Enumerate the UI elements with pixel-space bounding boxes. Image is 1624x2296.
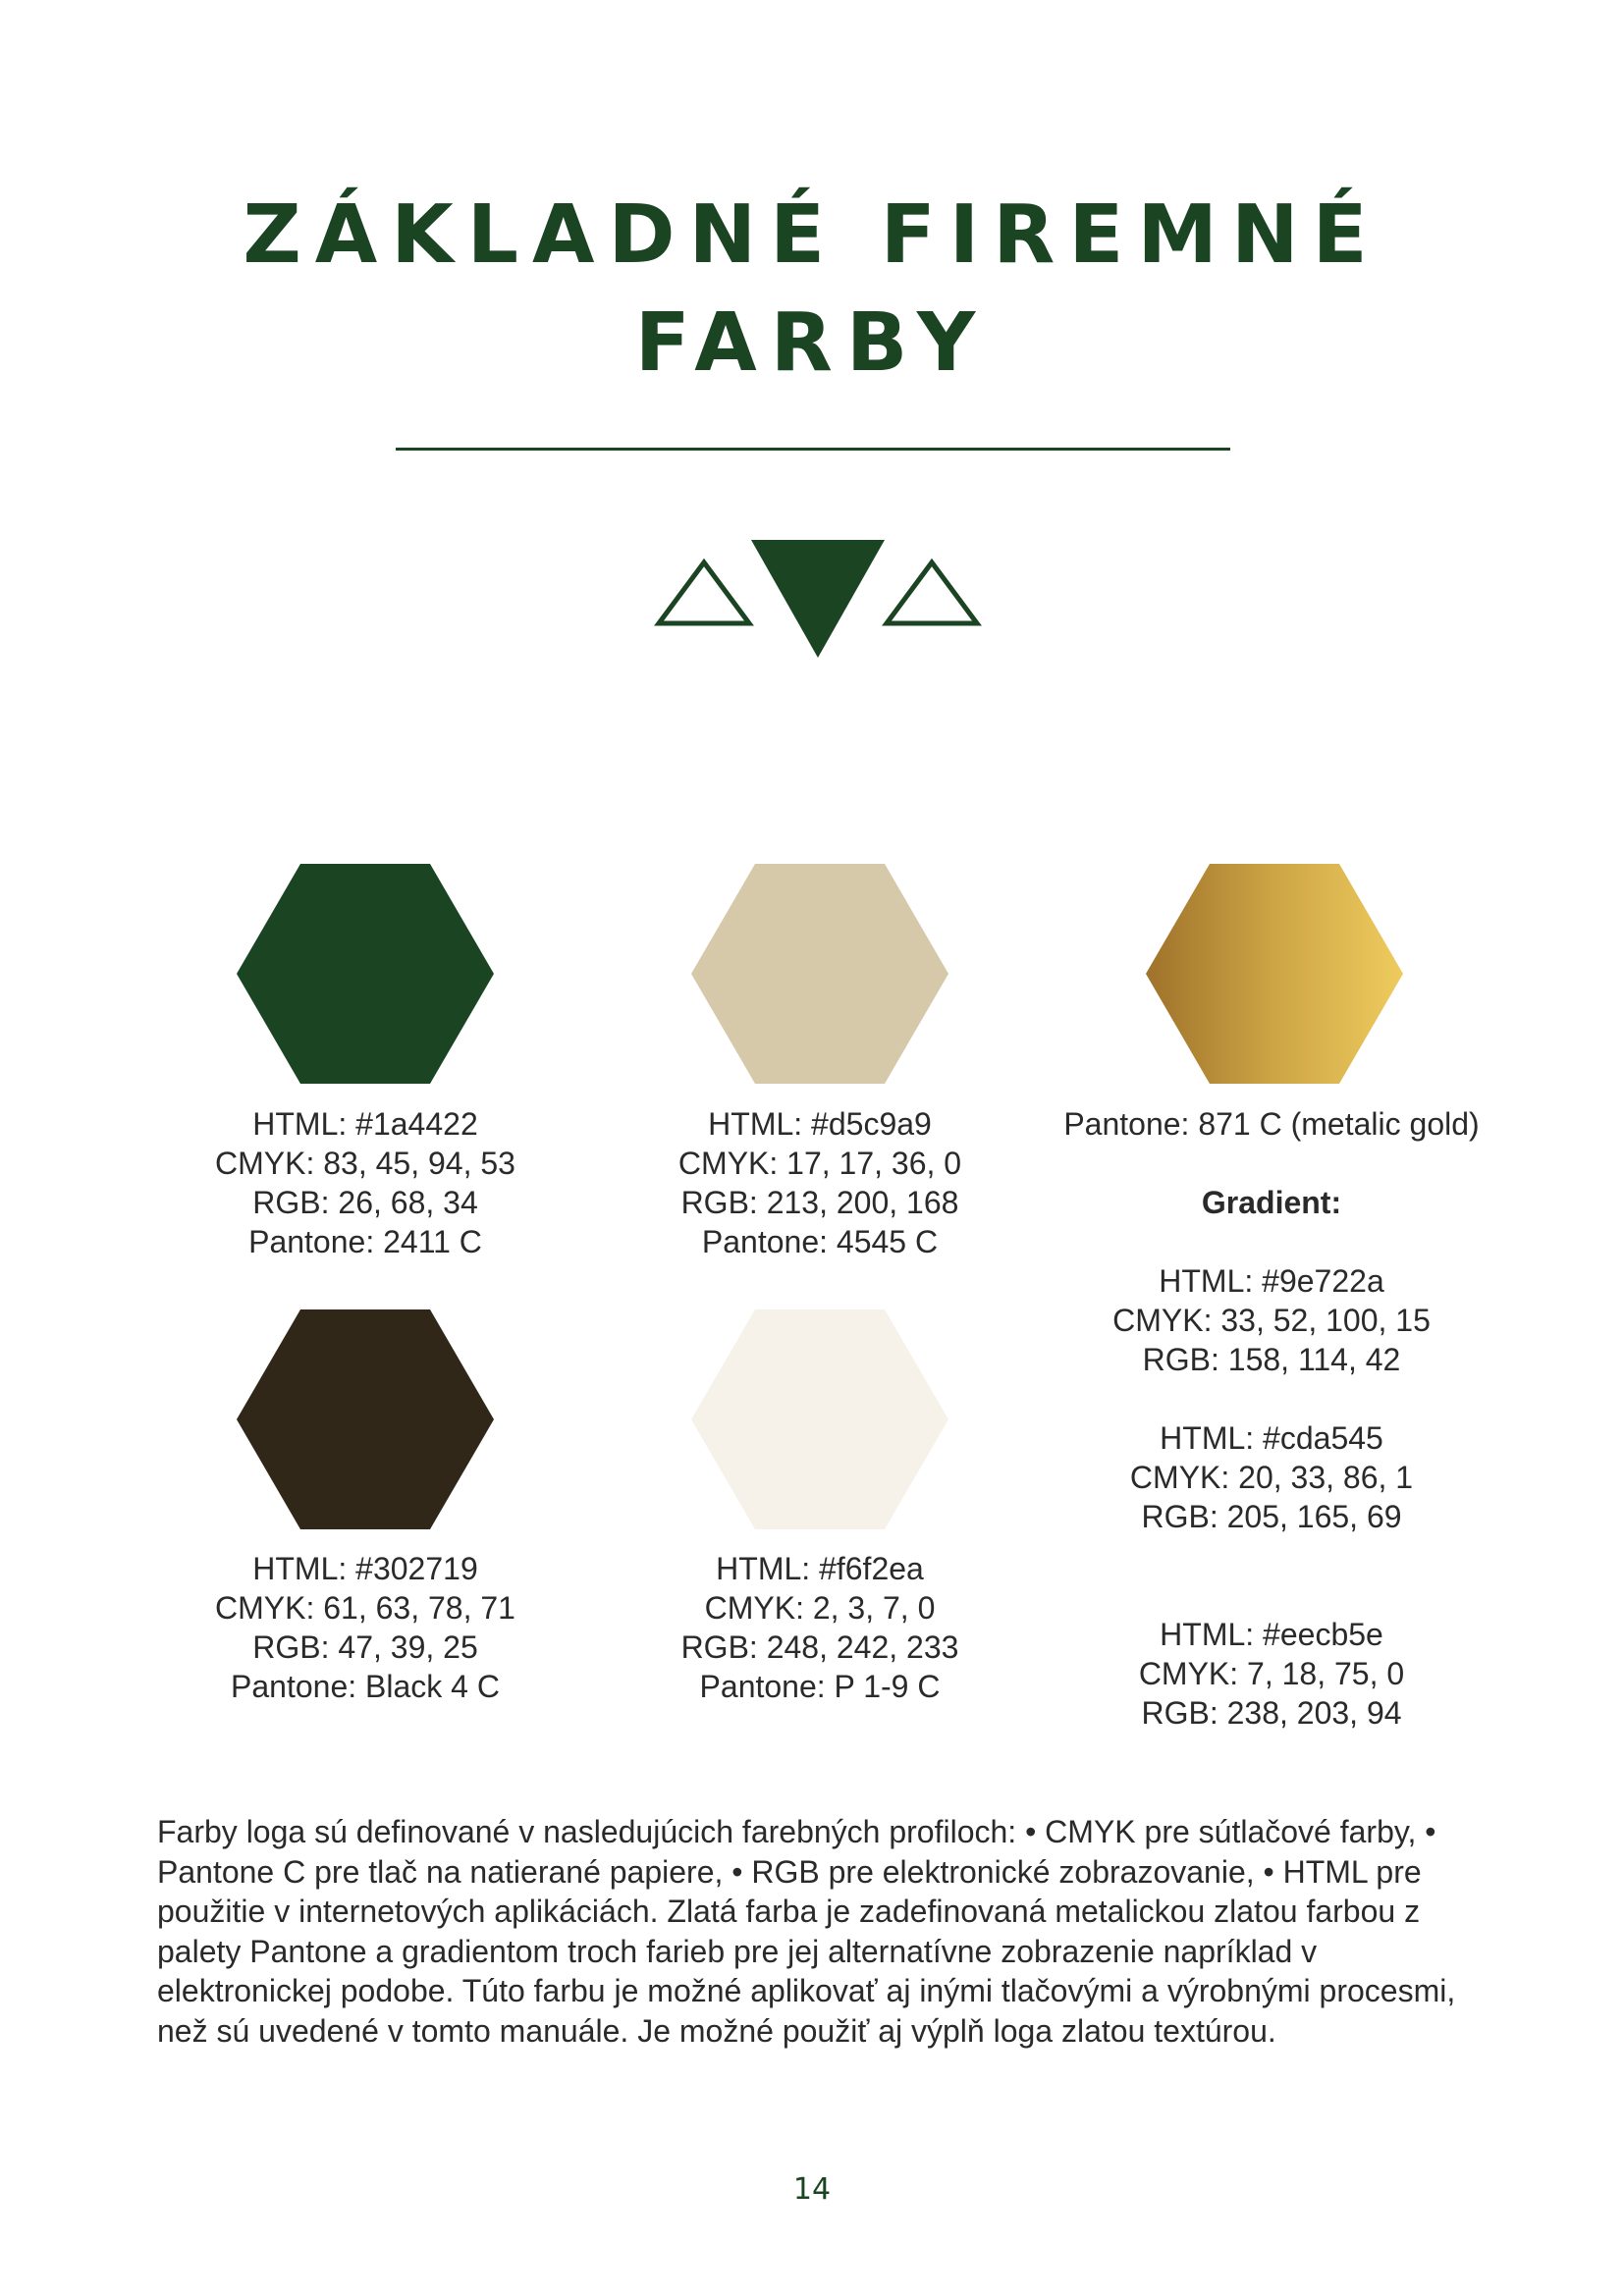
rgb-value: RGB: 26, 68, 34 <box>252 1185 478 1220</box>
rgb-value: RGB: 47, 39, 25 <box>252 1629 478 1665</box>
color-spec-dark-green <box>168 1104 563 1261</box>
cmyk-value: CMYK: 61, 63, 78, 71 <box>215 1590 515 1626</box>
gold-stop-1-rgb: RGB: 158, 114, 42 <box>1142 1342 1401 1377</box>
title-divider <box>396 448 1230 451</box>
cmyk-value: CMYK: 83, 45, 94, 53 <box>215 1146 515 1181</box>
gold-stop-3-html: HTML: #eecb5e <box>1160 1617 1383 1652</box>
gold-stop-2-cmyk: CMYK: 20, 33, 86, 1 <box>1129 1460 1414 1495</box>
swatch-dark-green <box>237 864 494 1084</box>
html-value: HTML: #1a4422 <box>252 1106 478 1142</box>
left-triangle-outline <box>659 562 749 623</box>
gold-stop-3-rgb: RGB: 238, 203, 94 <box>1141 1695 1402 1731</box>
gradient-label: Gradient: <box>1201 1185 1342 1220</box>
color-spec-dark-brown <box>168 1549 563 1706</box>
pantone-value: Pantone: 2411 C <box>248 1224 482 1259</box>
rgb-value: RGB: 213, 200, 168 <box>680 1185 959 1220</box>
three-triangles-emblem-icon <box>651 530 985 663</box>
title-line-2: FARBY <box>634 296 990 390</box>
gold-pantone-value: Pantone: 871 C (metalic gold) <box>1063 1106 1480 1142</box>
html-value: HTML: #302719 <box>252 1551 478 1586</box>
swatch-beige <box>691 864 948 1084</box>
right-triangle-outline <box>887 562 977 623</box>
title-line-1: ZÁKLADNÉ FIREMNÉ <box>243 188 1381 282</box>
pantone-value: Pantone: 4545 C <box>701 1224 939 1259</box>
swatch-dark-brown <box>237 1309 494 1529</box>
color-profile-description: Farby loga sú definované v nasledujúcich farebných profiloch: • CMYK pre sútlačové farby, • Pantone C pre tlač na natierané papiere, • RGB pre elektronické zobrazovanie, • HTML pre použitie v internetových aplikáciách. Zlatá farba je zadefinovaná metalickou zlatou farbou z palety Pantone a gradientom troch farieb pre jej alternatívne zobrazenie napríklad v elektronickej podobe. Túto farbu je možné aplikovať aj inými tlačovými a výrobnými procesmi, než sú uvedené v tomto manuále. Je možné použiť aj výplň loga zlatou textúrou. <box>157 1814 1456 2049</box>
gold-stop-3-cmyk: CMYK: 7, 18, 75, 0 <box>1138 1656 1405 1691</box>
color-spec-gold <box>1026 1104 1517 1733</box>
color-spec-beige <box>623 1104 1017 1261</box>
html-value: HTML: #d5c9a9 <box>708 1106 932 1142</box>
cmyk-value: CMYK: 17, 17, 36, 0 <box>677 1146 962 1181</box>
gold-stop-2-rgb: RGB: 205, 165, 69 <box>1141 1499 1402 1534</box>
swatch-cream <box>691 1309 948 1529</box>
html-value: HTML: #f6f2ea <box>716 1551 924 1586</box>
gold-stop-2-html: HTML: #cda545 <box>1160 1420 1383 1456</box>
swatch-metallic-gold <box>1146 864 1403 1084</box>
rgb-value: RGB: 248, 242, 233 <box>680 1629 959 1665</box>
gold-stop-1-html: HTML: #9e722a <box>1159 1263 1384 1299</box>
pantone-value: Pantone: P 1-9 C <box>699 1669 941 1704</box>
page-number: 14 <box>792 2172 832 2207</box>
center-triangle-solid <box>751 540 885 658</box>
page-title <box>0 182 1624 398</box>
color-spec-cream <box>623 1549 1017 1706</box>
gold-stop-1-cmyk: CMYK: 33, 52, 100, 15 <box>1112 1303 1431 1338</box>
cmyk-value: CMYK: 2, 3, 7, 0 <box>704 1590 936 1626</box>
pantone-value: Pantone: Black 4 C <box>231 1669 500 1704</box>
